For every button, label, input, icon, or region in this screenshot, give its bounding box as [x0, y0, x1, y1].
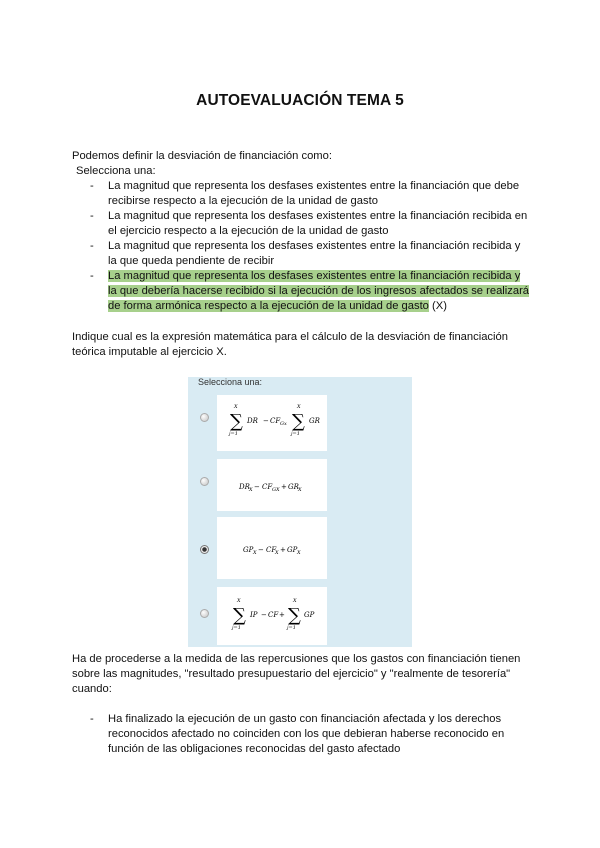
- question-3-options: [72, 712, 532, 757]
- question-1-hint: Selecciona una:: [76, 165, 156, 177]
- embedded-quiz-screenshot: [188, 377, 412, 647]
- term-ip: IP: [250, 611, 258, 619]
- question-1-options: [72, 179, 532, 314]
- term-gp: GP: [304, 611, 315, 619]
- term-sub: X: [297, 550, 301, 556]
- term-gp: GP: [287, 546, 298, 554]
- formula-card-4: [217, 587, 327, 645]
- formula-3: [217, 517, 327, 579]
- option-text: La magnitud que representa los desfases existentes entre la financiación que debe recibirse respecto a la ejecución de la unidad de gasto: [108, 180, 520, 207]
- option-item: [72, 239, 532, 269]
- question-2-prompt: Indique cual es la expresión matemática para el cálculo de la desviación de financiación teórica imputable al ejercicio X.: [72, 331, 508, 358]
- sum-index: j=1: [232, 625, 241, 631]
- option-item: [72, 209, 532, 239]
- radio-option-3-selected[interactable]: [200, 545, 209, 554]
- term-cf: CF: [262, 483, 273, 491]
- term-gp: GP: [243, 546, 254, 554]
- option-item: [72, 179, 532, 209]
- term-sub: X: [249, 487, 253, 493]
- sum-upper: X: [293, 598, 297, 604]
- option-text: La magnitud que representa los desfases existentes entre la financiación recibida y la que queda pendiente de recibir: [108, 240, 521, 267]
- minus-sign: −: [261, 611, 267, 619]
- term-sub: X: [298, 487, 302, 493]
- plus-sign: +: [279, 611, 285, 619]
- plus-sign: +: [281, 483, 287, 491]
- sum-upper: X: [234, 404, 238, 410]
- sigma-icon: ∑: [230, 411, 243, 432]
- plus-sign: +: [280, 546, 286, 554]
- radio-option-1[interactable]: [200, 413, 209, 422]
- term-sub: X: [275, 550, 279, 556]
- term-sub: X: [253, 550, 257, 556]
- term-cf: CF: [268, 611, 279, 619]
- minus-sign: −: [263, 417, 269, 425]
- embedded-hint: Selecciona una:: [198, 377, 263, 387]
- option-item: [72, 712, 532, 757]
- option-item-correct: [72, 269, 532, 314]
- minus-sign: −: [254, 483, 260, 491]
- sum-index: j=1: [229, 431, 238, 437]
- term-dr: DR: [239, 483, 250, 491]
- option-text: La magnitud que representa los desfases existentes entre la financiación recibida en el ejercicio respecto a la ejecución de la unidad de gasto: [108, 210, 528, 237]
- dash-bullet: -: [90, 713, 94, 725]
- formula-1: [217, 395, 327, 451]
- sigma-icon: ∑: [288, 605, 301, 626]
- highlighted-answer: La magnitud que representa los desfases existentes entre la financiación recibida y la que debería hacerse recibido si la ejecución de los ingresos afectados se realizará de forma armónica respecto a la ejecución de la unidad de gasto: [108, 270, 530, 312]
- dash-bullet: -: [90, 180, 94, 192]
- term-cf: CF: [266, 546, 277, 554]
- page-title: AUTOEVALUACIÓN TEMA 5: [196, 92, 404, 109]
- sum-upper: X: [297, 404, 301, 410]
- sum-index: j=1: [291, 431, 300, 437]
- term-gr: GR: [288, 483, 299, 491]
- term-cf-sub: Gx: [280, 421, 287, 427]
- answer-mark: (X): [432, 300, 447, 312]
- term-sub: GX: [272, 487, 280, 493]
- dash-bullet: -: [90, 240, 94, 252]
- formula-2: [217, 459, 327, 511]
- radio-option-4[interactable]: [200, 609, 209, 618]
- minus-sign: −: [258, 546, 264, 554]
- question-3-prompt: Ha de procederse a la medida de las repercusiones que los gastos con financiación tienen sobre las magnitudes, "resultado presupuestario del ejercicio" y "realmente de tesorería" cuando:: [72, 653, 521, 695]
- sum-index: j=1: [287, 625, 296, 631]
- question-1: [72, 149, 532, 314]
- sum-upper: X: [237, 598, 241, 604]
- radio-option-2[interactable]: [200, 477, 209, 486]
- dash-bullet: -: [90, 270, 94, 282]
- formula-card-1: [217, 395, 327, 451]
- formula-4: [217, 587, 327, 645]
- term-gr: GR: [309, 417, 320, 425]
- sigma-icon: ∑: [292, 411, 305, 432]
- formula-card-2: [217, 459, 327, 511]
- dash-bullet: -: [90, 210, 94, 222]
- term-cf: CF: [270, 417, 281, 425]
- question-1-prompt: Podemos definir la desviación de financiación como:: [72, 150, 332, 162]
- term-dr: DR: [247, 417, 258, 425]
- formula-card-3: [217, 517, 327, 579]
- option-text: Ha finalizado la ejecución de un gasto con financiación afectada y los derechos reconocidos afectado no coinciden con los que debieran haberse reconocido en función de las obligaciones reconocidas del gasto afectado: [108, 713, 505, 755]
- sigma-icon: ∑: [233, 605, 246, 626]
